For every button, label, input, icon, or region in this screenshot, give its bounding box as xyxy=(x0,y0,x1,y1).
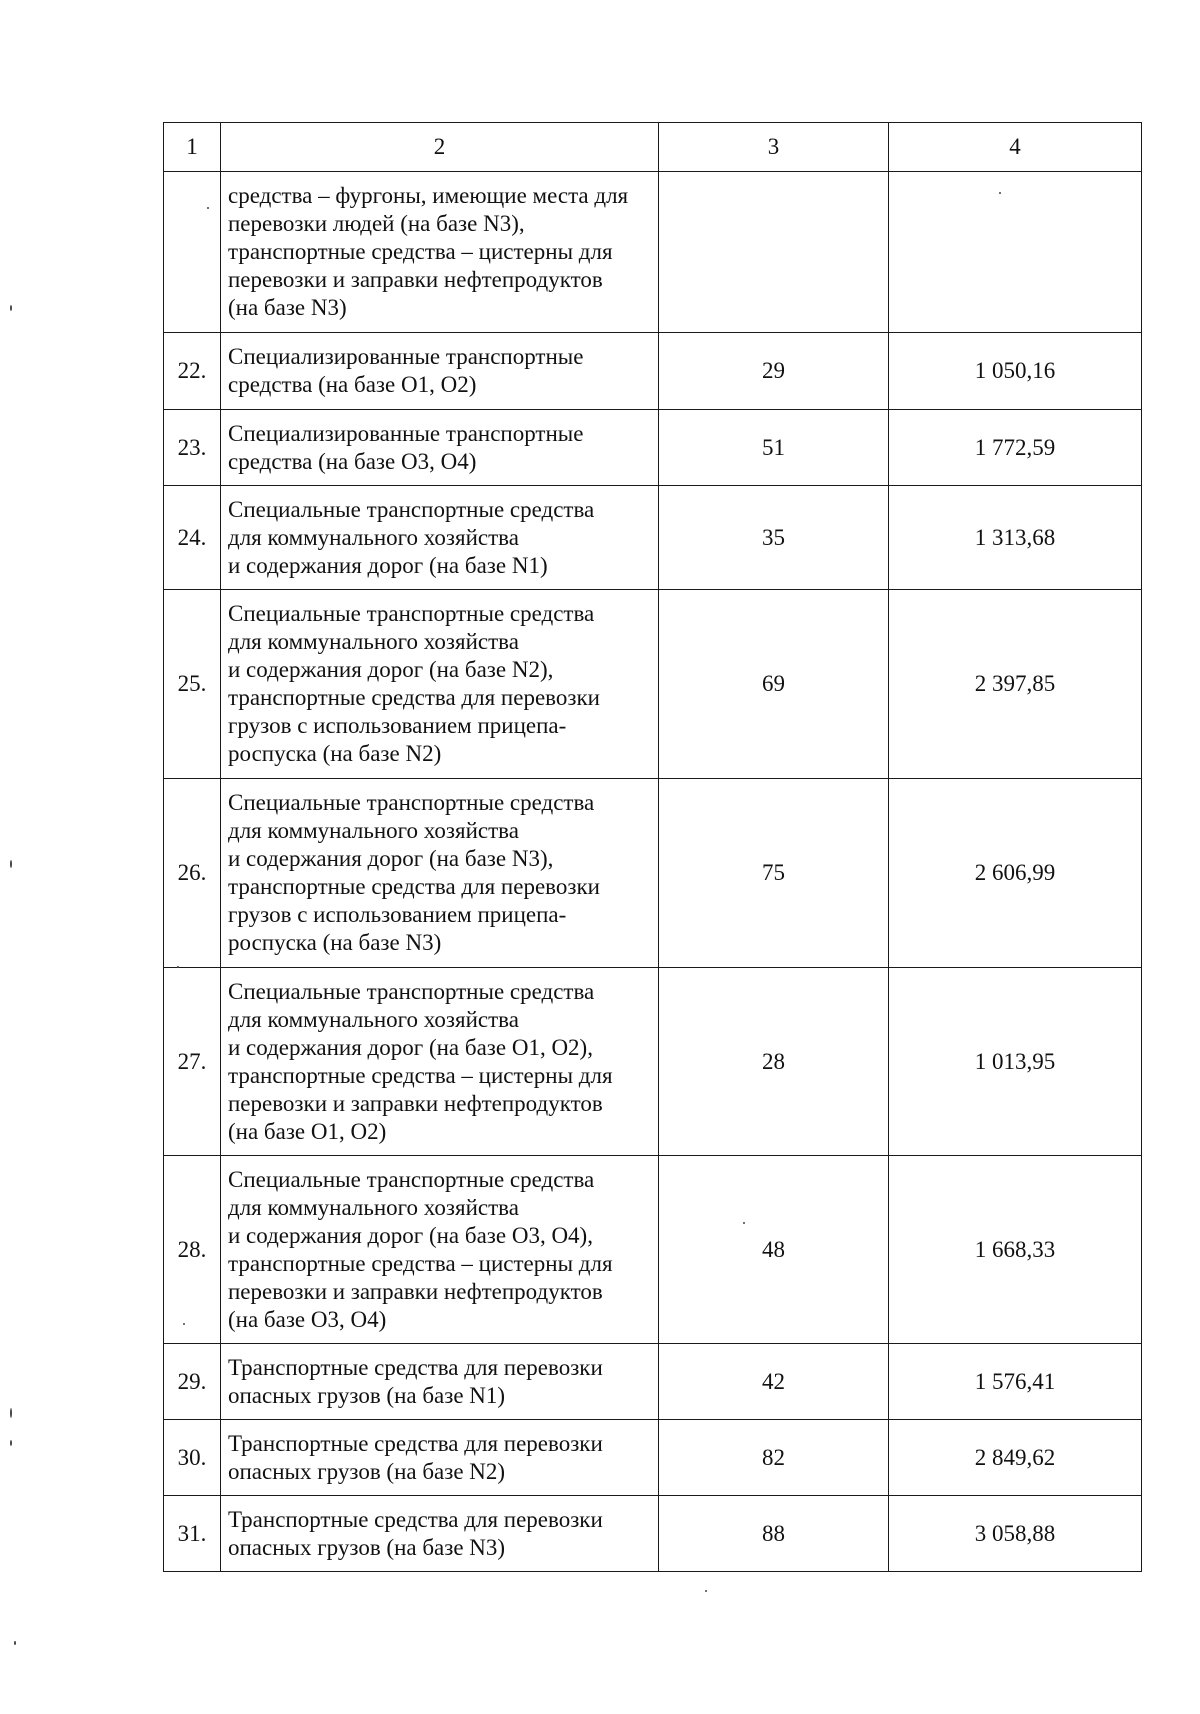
description-line: опасных грузов (на базе N1) xyxy=(228,1382,506,1408)
description-line: перевозки и заправки нефтепродуктов xyxy=(228,1278,603,1304)
tariff-table xyxy=(163,122,1142,1572)
description-line: роспуска (на базе N2) xyxy=(228,741,442,766)
column-4-value-cell: 1 576,41 xyxy=(889,1344,1142,1420)
description-line: роспуска (на базе N3) xyxy=(228,930,442,955)
row-number-cell: 27. xyxy=(164,968,221,1156)
scan-speck xyxy=(743,1222,745,1224)
column-4-value-cell: 2 606,99 xyxy=(889,779,1142,968)
table-row xyxy=(164,968,1142,1156)
row-number-cell xyxy=(164,172,221,333)
table-row xyxy=(164,1420,1142,1496)
description-cell xyxy=(221,1496,659,1572)
description-cell xyxy=(221,779,659,968)
table-row xyxy=(164,779,1142,968)
description-line: для коммунального хозяйства xyxy=(228,524,519,550)
header-cell-2: 2 xyxy=(221,123,659,172)
header-cell-3: 3 xyxy=(659,123,889,172)
column-3-value-cell: 88 xyxy=(659,1496,889,1572)
description-cell xyxy=(221,486,659,590)
column-3-value-cell: 48 xyxy=(659,1156,889,1344)
scan-speck xyxy=(183,1323,185,1325)
row-number-cell: 26. xyxy=(164,779,221,968)
table-row xyxy=(164,1156,1142,1344)
header-cell-4: 4 xyxy=(889,123,1142,172)
description-line: средства (на базе O1, O2) xyxy=(228,372,477,397)
column-4-value-cell: 1 772,59 xyxy=(889,410,1142,486)
description-cell xyxy=(221,1156,659,1344)
description-line: перевозки и заправки нефтепродуктов xyxy=(228,1090,603,1116)
scan-speck xyxy=(10,1440,12,1446)
description-line: Транспортные средства для перевозки xyxy=(228,1430,603,1456)
scan-speck xyxy=(10,305,12,311)
description-line: Транспортные средства для перевозки xyxy=(228,1354,603,1380)
row-number-cell: 30. xyxy=(164,1420,221,1496)
scan-speck xyxy=(999,192,1001,194)
row-number-cell: 23. xyxy=(164,410,221,486)
scan-speck xyxy=(10,1408,12,1418)
scan-speck xyxy=(207,207,209,209)
description-line: транспортные средства – цистерны для xyxy=(228,1062,613,1088)
description-cell xyxy=(221,1344,659,1420)
table-row xyxy=(164,333,1142,410)
description-line: и содержания дорог (на базе N3), xyxy=(228,846,554,871)
description-line: и содержания дорог (на базе N1) xyxy=(228,552,548,578)
column-3-value-cell: 42 xyxy=(659,1344,889,1420)
column-4-value-cell: 2 397,85 xyxy=(889,590,1142,779)
header-cell-1: 1 xyxy=(164,123,221,172)
row-number-cell: 29. xyxy=(164,1344,221,1420)
column-4-value-cell xyxy=(889,172,1142,333)
description-line: грузов с использованием прицепа- xyxy=(228,902,567,927)
table-row xyxy=(164,590,1142,779)
column-3-value-cell: 82 xyxy=(659,1420,889,1496)
description-line: (на базе O3, O4) xyxy=(228,1306,387,1332)
description-line: (на базе N3) xyxy=(228,295,347,320)
description-line: средства (на базе O3, O4) xyxy=(228,448,477,474)
description-line: для коммунального хозяйства xyxy=(228,818,519,843)
description-line: Транспортные средства для перевозки xyxy=(228,1506,603,1532)
row-number-cell: 24. xyxy=(164,486,221,590)
description-cell xyxy=(221,172,659,333)
row-number-cell: 25. xyxy=(164,590,221,779)
description-line: для коммунального хозяйства xyxy=(228,629,519,654)
column-4-value-cell: 1 013,95 xyxy=(889,968,1142,1156)
description-line: транспортные средства для перевозки xyxy=(228,874,600,899)
scan-speck xyxy=(177,966,179,968)
description-line: для коммунального хозяйства xyxy=(228,1006,519,1032)
scan-speck xyxy=(705,1590,707,1592)
column-4-value-cell: 1 050,16 xyxy=(889,333,1142,410)
scan-speck xyxy=(14,1641,16,1645)
column-4-value-cell: 1 313,68 xyxy=(889,486,1142,590)
description-line: Специальные транспортные средства xyxy=(228,601,595,626)
row-number-cell: 31. xyxy=(164,1496,221,1572)
scan-speck xyxy=(10,860,12,868)
description-cell xyxy=(221,968,659,1156)
column-4-value-cell: 3 058,88 xyxy=(889,1496,1142,1572)
description-line: опасных грузов (на базе N2) xyxy=(228,1458,506,1484)
description-cell xyxy=(221,410,659,486)
column-3-value-cell xyxy=(659,172,889,333)
column-3-value-cell: 35 xyxy=(659,486,889,590)
description-line: и содержания дорог (на базе N2), xyxy=(228,657,554,682)
description-line: Специальные транспортные средства xyxy=(228,496,595,522)
table-body xyxy=(164,123,1142,1572)
description-line: (на базе O1, O2) xyxy=(228,1118,387,1144)
description-line: Специальные транспортные средства xyxy=(228,790,595,815)
description-line: Специализированные транспортные xyxy=(228,344,584,369)
description-line: перевозки и заправки нефтепродуктов xyxy=(228,267,603,292)
table-row xyxy=(164,410,1142,486)
row-number-cell: 28. xyxy=(164,1156,221,1344)
column-3-value-cell: 75 xyxy=(659,779,889,968)
column-3-value-cell: 29 xyxy=(659,333,889,410)
row-number-cell: 22. xyxy=(164,333,221,410)
description-line: перевозки людей (на базе N3), xyxy=(228,211,525,236)
description-line: транспортные средства – цистерны для xyxy=(228,1250,613,1276)
table-row xyxy=(164,1496,1142,1572)
table-row xyxy=(164,1344,1142,1420)
description-line: транспортные средства – цистерны для xyxy=(228,239,613,264)
description-cell xyxy=(221,590,659,779)
description-line: средства – фургоны, имеющие места для xyxy=(228,183,629,208)
description-line: грузов с использованием прицепа- xyxy=(228,713,567,738)
column-4-value-cell: 2 849,62 xyxy=(889,1420,1142,1496)
continuation-row xyxy=(164,172,1142,333)
column-4-value-cell: 1 668,33 xyxy=(889,1156,1142,1344)
description-cell xyxy=(221,333,659,410)
description-line: и содержания дорог (на базе O3, O4), xyxy=(228,1222,593,1248)
description-line: для коммунального хозяйства xyxy=(228,1194,519,1220)
description-line: Специальные транспортные средства xyxy=(228,1166,595,1192)
column-3-value-cell: 69 xyxy=(659,590,889,779)
description-line: транспортные средства для перевозки xyxy=(228,685,600,710)
description-cell xyxy=(221,1420,659,1496)
header-row xyxy=(164,123,1142,172)
table-row xyxy=(164,486,1142,590)
description-line: опасных грузов (на базе N3) xyxy=(228,1534,506,1560)
description-line: Специализированные транспортные xyxy=(228,420,584,446)
column-3-value-cell: 28 xyxy=(659,968,889,1156)
description-line: Специальные транспортные средства xyxy=(228,978,595,1004)
column-3-value-cell: 51 xyxy=(659,410,889,486)
description-line: и содержания дорог (на базе O1, O2), xyxy=(228,1034,593,1060)
